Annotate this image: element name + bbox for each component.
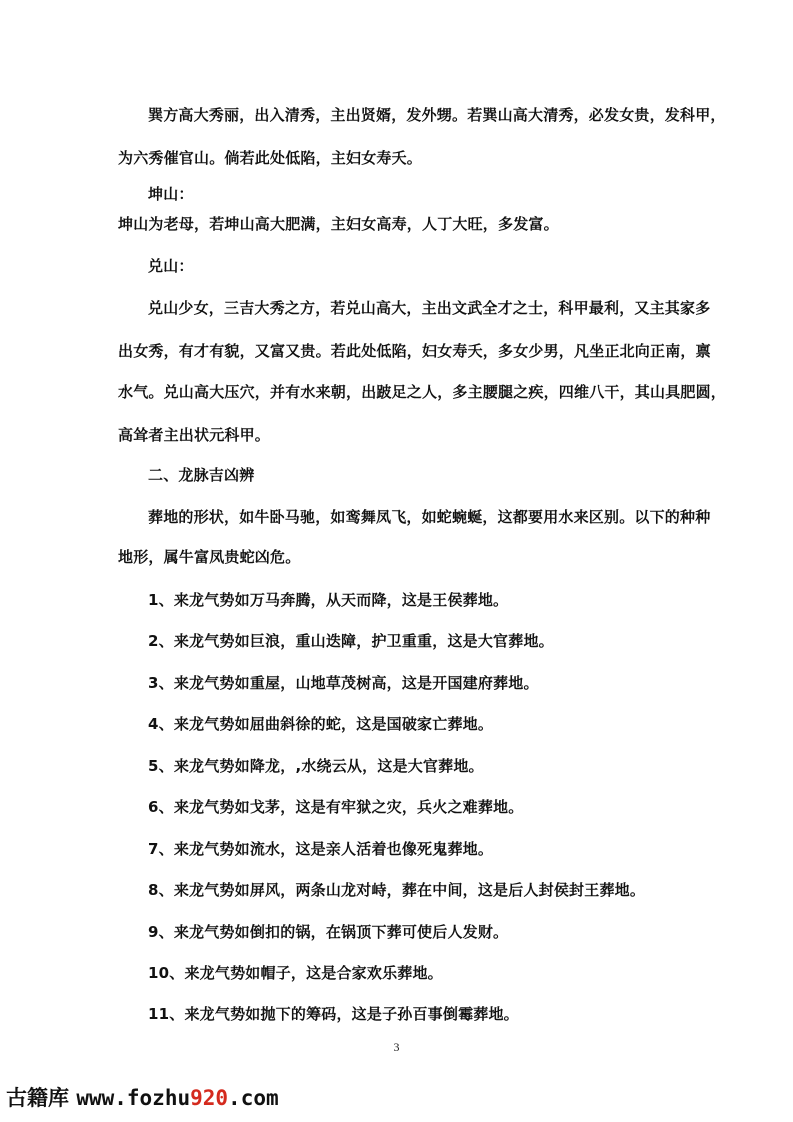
paragraph-line: 地形，属牛富凤贵蛇凶危。 bbox=[118, 548, 301, 566]
list-item: 7、来龙气势如流水，这是亲人活着也像死鬼葬地。 bbox=[148, 840, 494, 858]
page-number: 3 bbox=[393, 1040, 400, 1054]
section-heading-dui: 兑山： bbox=[148, 257, 194, 275]
watermark-url: www.fozhu920.com bbox=[76, 1086, 279, 1110]
paragraph-line: 高耸者主出状元科甲。 bbox=[118, 426, 271, 444]
section-heading-dragon-vein: 二、龙脉吉凶辨 bbox=[148, 466, 255, 484]
list-item: 3、来龙气势如重屋，山地草茂树高，这是开国建府葬地。 bbox=[148, 674, 539, 692]
paragraph-line: 水气。兑山高大压穴，并有水来朝，出跛足之人，多主腰腿之疾，四维八干，其山具肥圆， bbox=[118, 383, 727, 401]
section-heading-kun: 坤山： bbox=[148, 185, 194, 203]
list-item: 8、来龙气势如屏风，两条山龙对峙，葬在中间，这是后人封侯封王葬地。 bbox=[148, 881, 646, 899]
list-item: 4、来龙气势如屈曲斜徐的蛇，这是国破家亡葬地。 bbox=[148, 715, 494, 733]
site-watermark bbox=[6, 1082, 279, 1112]
paragraph-line: 兑山少女，三吉大秀之方，若兑山高大，主出文武全才之士，科甲最利，又主其家多 bbox=[148, 299, 711, 317]
paragraph-line: 葬地的形状，如牛卧马驰，如鸾舞凤飞，如蛇蜿蜒，这都要用水来区别。以下的种种 bbox=[148, 508, 711, 526]
watermark-name: 古籍库 bbox=[6, 1086, 69, 1110]
paragraph-line: 为六秀催官山。倘若此处低陷，主妇女寿夭。 bbox=[118, 149, 423, 167]
paragraph-line: 巽方高大秀丽，出入清秀，主出贤婿，发外甥。若巽山高大清秀，必发女贵，发科甲， bbox=[148, 106, 726, 124]
list-item: 10、来龙气势如帽子，这是合家欢乐葬地。 bbox=[148, 964, 443, 982]
list-item: 1、来龙气势如万马奔腾，从天而降，这是王侯葬地。 bbox=[148, 591, 509, 609]
list-item: 6、来龙气势如戈茅，这是有牢狱之灾，兵火之难葬地。 bbox=[148, 798, 524, 816]
paragraph-line: 坤山为老母，若坤山高大肥满，主妇女高寿，人丁大旺，多发富。 bbox=[118, 215, 559, 233]
paragraph-line: 出女秀，有才有貌，又富又贵。若此处低陷，妇女寿夭，多女少男，凡坐正北向正南，禀 bbox=[118, 342, 711, 360]
list-item: 9、来龙气势如倒扣的锅，在锅顶下葬可使后人发财。 bbox=[148, 923, 509, 941]
list-item: 2、来龙气势如巨浪，重山迭障，护卫重重，这是大官葬地。 bbox=[148, 632, 554, 650]
list-item: 5、来龙气势如降龙，,水绕云从，这是大官葬地。 bbox=[148, 757, 484, 775]
list-item: 11、来龙气势如抛下的筹码，这是子孙百事倒霉葬地。 bbox=[148, 1005, 519, 1023]
